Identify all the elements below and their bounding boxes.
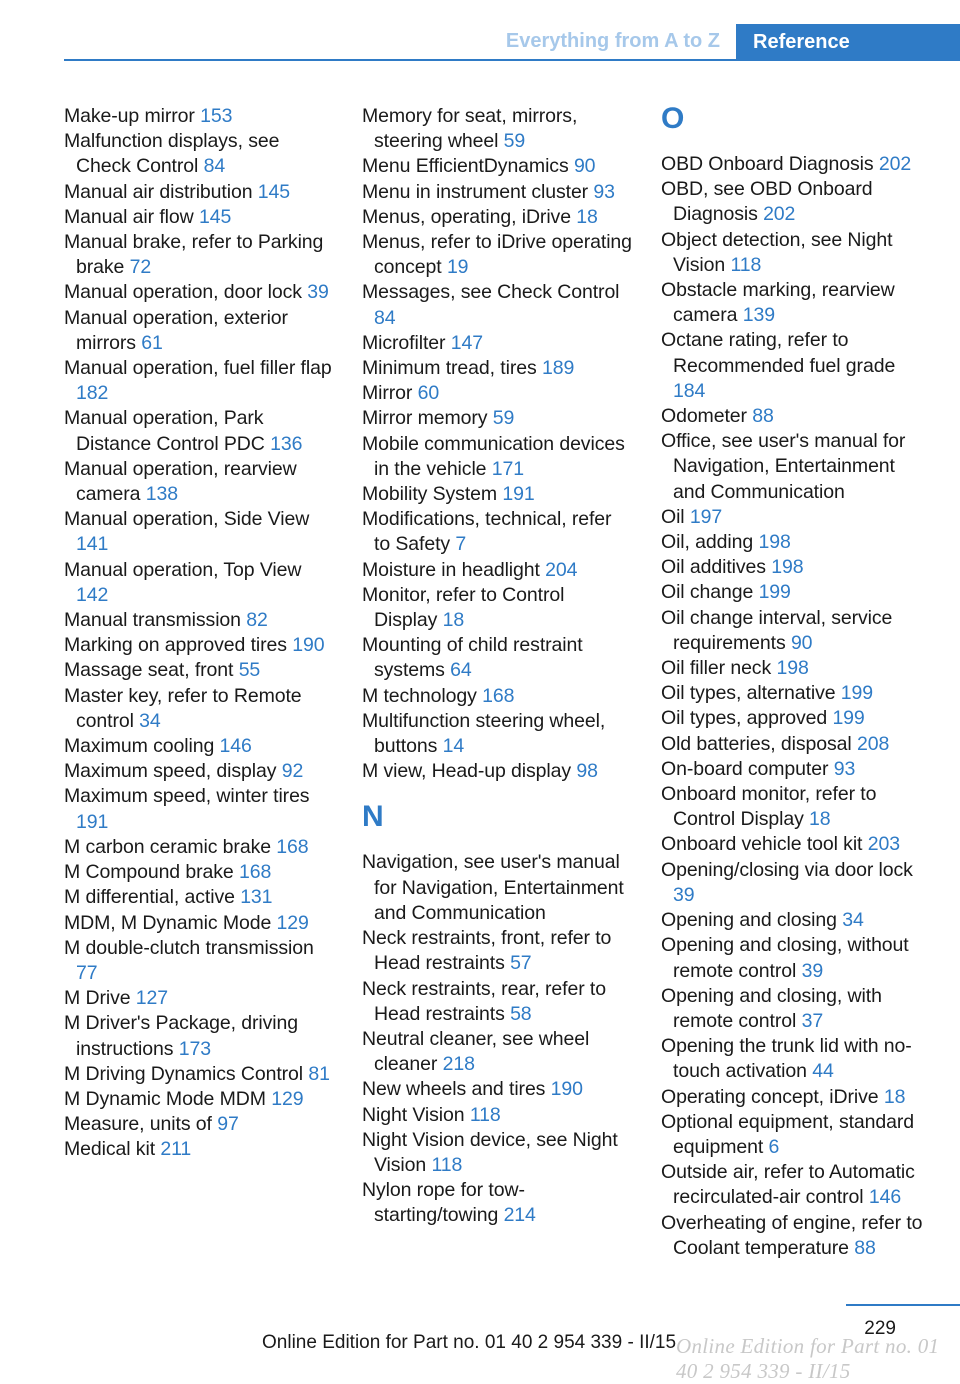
- index-entry-term: Menu EfficientDynamics: [362, 155, 569, 178]
- index-entry-term: M differential, active: [64, 886, 235, 909]
- index-entry-term: Overheating of engine, refer to Coolant temperature: [661, 1211, 923, 1259]
- index-entry-term: Manual operation, rearview camera: [64, 457, 297, 506]
- index-entry-term: Monitor, refer to Control Display: [362, 583, 565, 632]
- index-entry: [64, 129, 334, 179]
- index-entry: [64, 1137, 334, 1162]
- index-entry: [362, 381, 632, 406]
- index-page-link[interactable]: 138: [145, 483, 179, 506]
- index-entry: [661, 1034, 929, 1084]
- index-entry: [661, 984, 929, 1034]
- index-entry-term: Measure, units of: [64, 1113, 212, 1136]
- index-entry-term: Neutral cleaner, see wheel cleaner: [362, 1027, 590, 1076]
- index-page-link[interactable]: 82: [246, 609, 268, 632]
- index-page-link[interactable]: 191: [502, 483, 535, 506]
- site-watermark: Online Edition for Part no. 01 40 2 954 339 - II/15: [676, 1334, 940, 1383]
- index-entry-term: Navigation, see user's manual for Navigation, Entertainment and Communication: [362, 851, 624, 924]
- index-entry-term: Manual operation, Park Distance Control PDC: [64, 407, 265, 455]
- index-entry-term: Mirror: [362, 382, 413, 405]
- index-page-link[interactable]: 184: [673, 379, 706, 402]
- index-page-link[interactable]: 131: [240, 886, 273, 909]
- index-page-link[interactable]: 146: [868, 1186, 902, 1209]
- index-entry: [362, 633, 632, 683]
- index-entry-term: Manual operation, Side View: [64, 508, 310, 531]
- index-entry: [64, 180, 334, 205]
- index-entry-term: Old batteries, disposal: [661, 732, 852, 755]
- index-entry-term: Manual operation, exterior mirrors: [64, 306, 288, 354]
- index-entry: [362, 1128, 632, 1178]
- index-page-link[interactable]: 153: [200, 105, 233, 127]
- index-entry-term: Master key, refer to Remote control: [64, 684, 302, 732]
- index-entry: [64, 1087, 334, 1112]
- index-page-link[interactable]: 59: [503, 130, 526, 153]
- index-entry: [661, 1160, 929, 1210]
- index-entry-term: M carbon ceramic brake: [64, 835, 271, 858]
- index-page-link[interactable]: 58: [510, 1002, 532, 1025]
- index-page-link[interactable]: 139: [742, 304, 776, 327]
- index-page-link[interactable]: 37: [801, 1009, 824, 1032]
- index-page-link[interactable]: 190: [292, 634, 325, 657]
- footer-rule: [846, 1304, 960, 1306]
- index-entry: [64, 230, 334, 280]
- index-entry: [64, 784, 334, 834]
- index-entry-term: Minimum tread, tires: [362, 357, 537, 380]
- index-entry: [64, 306, 334, 356]
- index-page-link[interactable]: 97: [217, 1113, 239, 1136]
- index-entry: [362, 331, 632, 356]
- index-page-link[interactable]: 39: [801, 959, 824, 982]
- index-entry-term: Manual transmission: [64, 609, 241, 632]
- index-entry-term: Office, see user's manual for Navigation, Entertainment and Communication: [661, 430, 906, 503]
- index-entry: [362, 558, 632, 583]
- index-entry-term: Malfunction displays, see Check Control: [64, 130, 280, 178]
- index-entry: [661, 933, 929, 983]
- index-entry: [661, 404, 929, 429]
- index-page-link[interactable]: 145: [257, 180, 291, 203]
- index-entry-term: Oil change: [661, 581, 754, 604]
- index-page-link[interactable]: 61: [141, 331, 163, 354]
- index-entry: [362, 850, 632, 926]
- index-page-link[interactable]: 44: [812, 1060, 834, 1083]
- index-entry-term: Manual operation, Top View: [64, 558, 302, 581]
- index-page-link[interactable]: 7: [455, 533, 467, 556]
- index-entry-term: Oil types, alternative: [661, 682, 836, 705]
- index-entry-term: Opening and closing, without remote control: [661, 934, 909, 982]
- index-entry-term: Optional equipment, standard equipment: [661, 1110, 915, 1158]
- index-entry: [362, 180, 632, 205]
- index-page-link[interactable]: 136: [270, 432, 303, 455]
- index-page-link[interactable]: 55: [238, 659, 261, 682]
- index-page-link[interactable]: 214: [503, 1204, 536, 1227]
- index-entry-term: Onboard vehicle tool kit: [661, 833, 863, 856]
- index-page-link[interactable]: 173: [178, 1037, 212, 1060]
- index-page-link[interactable]: 145: [198, 205, 232, 228]
- index-entry: [362, 482, 632, 507]
- index-entry: [64, 936, 334, 986]
- index-entry-term: Oil change interval, service requirements: [661, 606, 893, 654]
- index-page-link[interactable]: 18: [883, 1085, 906, 1108]
- index-page-link[interactable]: 202: [878, 153, 912, 175]
- index-page-link[interactable]: 60: [417, 382, 440, 405]
- index-entry: [64, 885, 334, 910]
- index-page-link[interactable]: 84: [374, 306, 396, 329]
- index-entry: [661, 757, 929, 782]
- index-page-link[interactable]: 93: [593, 180, 615, 203]
- index-entry-term: Oil, adding: [661, 531, 754, 554]
- index-entry: [362, 1027, 632, 1077]
- index-page-link[interactable]: 34: [842, 909, 864, 932]
- index-entry: [362, 356, 632, 381]
- index-entry-term: M technology: [362, 684, 477, 707]
- index-entry-term: Mobile communication devices in the vehicle: [362, 432, 625, 480]
- index-entry-term: Opening/closing via door lock: [661, 858, 913, 881]
- index-entry: [64, 406, 334, 456]
- index-entry: [661, 656, 929, 681]
- index-page-link[interactable]: 198: [776, 657, 809, 680]
- index-entry: [64, 104, 334, 129]
- index-entry: [64, 759, 334, 784]
- index-entry: [661, 429, 929, 505]
- index-entry: [362, 1077, 632, 1102]
- index-page-link[interactable]: 92: [281, 760, 304, 783]
- index-page-link[interactable]: 59: [492, 407, 515, 430]
- index-page-link[interactable]: 129: [276, 911, 309, 934]
- index-entry-term: M Dynamic Mode MDM: [64, 1087, 266, 1110]
- index-page-link[interactable]: 189: [541, 357, 575, 380]
- index-entry-term: OBD Onboard Diagnosis: [661, 153, 874, 175]
- index-entry-term: M Driver's Package, driving instructions: [64, 1012, 299, 1060]
- index-page-link[interactable]: 39: [673, 883, 695, 906]
- index-entry-term: Manual operation, door lock: [64, 281, 302, 304]
- index-page-link[interactable]: 81: [308, 1062, 330, 1085]
- index-page-link[interactable]: 218: [442, 1053, 475, 1076]
- index-entry: [362, 684, 632, 709]
- index-entry-term: Moisture in headlight: [362, 558, 540, 581]
- index-page-link[interactable]: 197: [689, 505, 723, 528]
- index-column-3: [661, 104, 929, 1261]
- index-entry: [362, 1178, 632, 1228]
- index-entry-term: Marking on approved tires: [64, 634, 287, 657]
- index-page-link[interactable]: 168: [276, 835, 309, 858]
- index-entry: [362, 154, 632, 179]
- index-column-1: [64, 104, 334, 1163]
- index-page-link[interactable]: 199: [840, 682, 874, 705]
- index-entry-term: Nylon rope for tow-starting/towing: [362, 1179, 525, 1227]
- index-entry-term: Oil types, approved: [661, 707, 828, 730]
- index-entry: [661, 832, 929, 857]
- index-entry-term: Maximum cooling: [64, 735, 215, 758]
- index-entry: [661, 580, 929, 605]
- index-entry-term: Outside air, refer to Automatic recirculated-air control: [661, 1161, 915, 1209]
- index-page-link[interactable]: 190: [550, 1078, 583, 1101]
- index-entry-term: Menus, operating, iDrive: [362, 205, 571, 228]
- index-page-link[interactable]: 208: [856, 732, 890, 755]
- index-entry: [362, 432, 632, 482]
- index-entry: [362, 583, 632, 633]
- index-entry: [661, 606, 929, 656]
- index-column-2: [362, 104, 632, 1229]
- index-entry-term: Onboard monitor, refer to Control Display: [661, 783, 877, 831]
- index-entry-term: Multifunction steering wheel, buttons: [362, 709, 606, 758]
- index-entry-term: Medical kit: [64, 1138, 156, 1161]
- index-entry: [661, 228, 929, 278]
- index-page-link[interactable]: 118: [431, 1153, 463, 1176]
- index-entry: [661, 732, 929, 757]
- index-entry-term: Make-up mirror: [64, 105, 195, 127]
- index-page-link[interactable]: 18: [442, 609, 465, 632]
- index-entry-term: Manual air flow: [64, 205, 194, 228]
- index-page-link[interactable]: 142: [76, 583, 109, 606]
- index-entry: [64, 835, 334, 860]
- index-entry-term: Manual operation, fuel filler flap: [64, 357, 332, 380]
- index-page-link[interactable]: 90: [790, 631, 813, 654]
- index-page-link[interactable]: 39: [307, 281, 329, 304]
- index-page-link[interactable]: 147: [450, 331, 483, 354]
- page-number: 229: [864, 1318, 896, 1339]
- index-entry-term: OBD, see OBD Onboard Diagnosis: [661, 178, 873, 226]
- index-page-link[interactable]: 98: [576, 760, 598, 783]
- index-entry: [362, 926, 632, 976]
- index-entry-term: Mounting of child restraint systems: [362, 634, 583, 682]
- index-page-link[interactable]: 14: [442, 735, 465, 758]
- index-page-link[interactable]: 18: [809, 808, 831, 831]
- index-entry-term: Microfilter: [362, 331, 446, 354]
- index-entry: [64, 860, 334, 885]
- index-entry-term: Odometer: [661, 405, 747, 428]
- index-page-link[interactable]: 171: [491, 457, 524, 480]
- index-entry-term: Maximum speed, display: [64, 760, 277, 783]
- index-entry-term: Neck restraints, front, refer to Head restraints: [362, 927, 612, 975]
- index-entry: [64, 507, 334, 557]
- index-entry: [661, 681, 929, 706]
- index-entry: [661, 278, 929, 328]
- index-page-link[interactable]: 77: [76, 961, 98, 984]
- index-entry-term: Octane rating, refer to Recommended fuel grade: [661, 329, 896, 377]
- index-entry: [661, 530, 929, 555]
- index-entry-term: Oil additives: [661, 556, 766, 579]
- index-entry: [64, 205, 334, 230]
- index-entry-term: Oil: [661, 505, 685, 528]
- index-page-link[interactable]: 19: [446, 256, 469, 279]
- index-entry: [661, 328, 929, 404]
- index-entry: [362, 507, 632, 557]
- index-entry: [64, 1011, 334, 1061]
- index-entry: [64, 911, 334, 936]
- index-entry: [661, 908, 929, 933]
- index-page-link[interactable]: 118: [730, 253, 762, 276]
- header-tab-reference: Reference: [736, 24, 960, 60]
- index-entry-term: Opening and closing: [661, 909, 837, 932]
- index-entry-term: Menus, refer to iDrive operating concept: [362, 231, 632, 279]
- index-page-link[interactable]: 199: [832, 707, 865, 730]
- index-entry: [661, 782, 929, 832]
- index-entry: [661, 1110, 929, 1160]
- index-page-link[interactable]: 146: [219, 735, 252, 758]
- index-entry: [661, 177, 929, 227]
- index-page-link[interactable]: 198: [771, 556, 804, 579]
- index-entry-term: Manual brake, refer to Parking brake: [64, 231, 324, 279]
- index-entry-term: Massage seat, front: [64, 659, 234, 682]
- index-entry: [661, 1211, 929, 1261]
- index-page-link[interactable]: 168: [238, 861, 272, 884]
- index-entry-term: Opening and closing, with remote control: [661, 984, 882, 1032]
- index-entry-term: MDM, M Dynamic Mode: [64, 911, 272, 934]
- index-page-link[interactable]: 118: [469, 1103, 501, 1126]
- index-entry-term: Night Vision device, see Night Vision: [362, 1128, 618, 1176]
- index-page-link[interactable]: 211: [160, 1138, 192, 1161]
- index-entry: [362, 104, 632, 154]
- index-entry-term: Manual air distribution: [64, 180, 253, 203]
- index-entry: [362, 280, 632, 330]
- index-page-link[interactable]: 141: [76, 533, 109, 556]
- index-entry-term: Memory for seat, mirrors, steering wheel: [362, 105, 578, 153]
- index-entry-term: M Compound brake: [64, 861, 234, 884]
- index-page-link[interactable]: 88: [854, 1236, 876, 1259]
- index-entry: [64, 558, 334, 608]
- index-entry-term: Maximum speed, winter tires: [64, 785, 310, 808]
- index-page-link[interactable]: 84: [203, 155, 226, 178]
- index-page-link[interactable]: 93: [833, 757, 856, 780]
- index-entry: [64, 457, 334, 507]
- index-entry-term: Mirror memory: [362, 407, 488, 430]
- index-entry: [362, 977, 632, 1027]
- index-entry: [64, 633, 334, 658]
- index-entry: [64, 658, 334, 683]
- index-entry: [64, 356, 334, 406]
- index-entry-term: Object detection, see Night Vision: [661, 228, 893, 276]
- index-entry: [661, 152, 929, 177]
- index-page-link[interactable]: 18: [576, 205, 598, 228]
- index-letter-heading: N: [362, 800, 384, 834]
- index-entry: [64, 280, 334, 305]
- index-entry: [661, 706, 929, 731]
- index-page-link[interactable]: 64: [450, 659, 472, 682]
- index-entry-term: Opening the trunk lid with no-touch activation: [661, 1035, 912, 1083]
- index-page-link[interactable]: 182: [76, 382, 109, 405]
- index-page-link[interactable]: 191: [76, 810, 109, 833]
- index-entry: [362, 1103, 632, 1128]
- index-entry: [362, 759, 632, 784]
- index-entry-term: New wheels and tires: [362, 1078, 546, 1101]
- header-section-title: Everything from A to Z: [505, 30, 720, 52]
- index-page-link[interactable]: 72: [129, 256, 152, 279]
- index-entry-term: Neck restraints, rear, refer to Head restraints: [362, 977, 606, 1025]
- index-entry: [64, 734, 334, 759]
- index-entry-term: Oil filler neck: [661, 657, 772, 680]
- index-entry-term: M Driving Dynamics Control: [64, 1062, 304, 1085]
- index-entry: [64, 986, 334, 1011]
- index-page-link[interactable]: 88: [752, 405, 774, 428]
- index-page-link[interactable]: 34: [139, 709, 161, 732]
- index-page-link[interactable]: 127: [135, 987, 169, 1010]
- index-entry-term: Menu in instrument cluster: [362, 180, 589, 203]
- index-entry: [362, 230, 632, 280]
- index-entry: [64, 1062, 334, 1087]
- index-entry: [64, 684, 334, 734]
- index-page-link[interactable]: 90: [573, 155, 596, 178]
- index-entry: [362, 205, 632, 230]
- index-letter-heading: O: [661, 102, 685, 135]
- index-page-link[interactable]: 199: [758, 581, 791, 604]
- index-page-link[interactable]: 198: [758, 531, 791, 554]
- index-page-link[interactable]: 203: [867, 833, 900, 856]
- index-entry-term: Obstacle marking, rearview camera: [661, 279, 895, 327]
- edition-note: Online Edition for Part no. 01 40 2 954 339 - II/15: [262, 1332, 677, 1353]
- index-page-link[interactable]: 57: [510, 952, 532, 975]
- index-entry: [64, 608, 334, 633]
- index-entry-term: M view, Head-up display: [362, 760, 572, 783]
- index-entry: [64, 1112, 334, 1137]
- index-page-link[interactable]: 202: [763, 203, 796, 226]
- index-page-link[interactable]: 204: [545, 558, 578, 581]
- index-entry-term: Messages, see Check Control: [362, 281, 620, 304]
- index-entry-term: Modifications, technical, refer to Safety: [362, 508, 612, 556]
- index-entry-term: M double-clutch transmission: [64, 936, 314, 959]
- index-entry: [362, 406, 632, 431]
- index-entry-term: M Drive: [64, 987, 131, 1010]
- index-page-link[interactable]: 168: [482, 684, 515, 707]
- index-entry: [362, 709, 632, 759]
- index-entry-term: On-board computer: [661, 757, 829, 780]
- index-entry: [661, 1085, 929, 1110]
- index-entry-term: Mobility System: [362, 483, 498, 506]
- index-entry: [661, 555, 929, 580]
- index-entry-term: Night Vision: [362, 1103, 465, 1126]
- index-entry-term: Operating concept, iDrive: [661, 1085, 879, 1108]
- index-entry: [661, 858, 929, 908]
- index-entry: [661, 505, 929, 530]
- index-page-link[interactable]: 129: [271, 1087, 304, 1110]
- index-page-link[interactable]: 6: [768, 1135, 780, 1158]
